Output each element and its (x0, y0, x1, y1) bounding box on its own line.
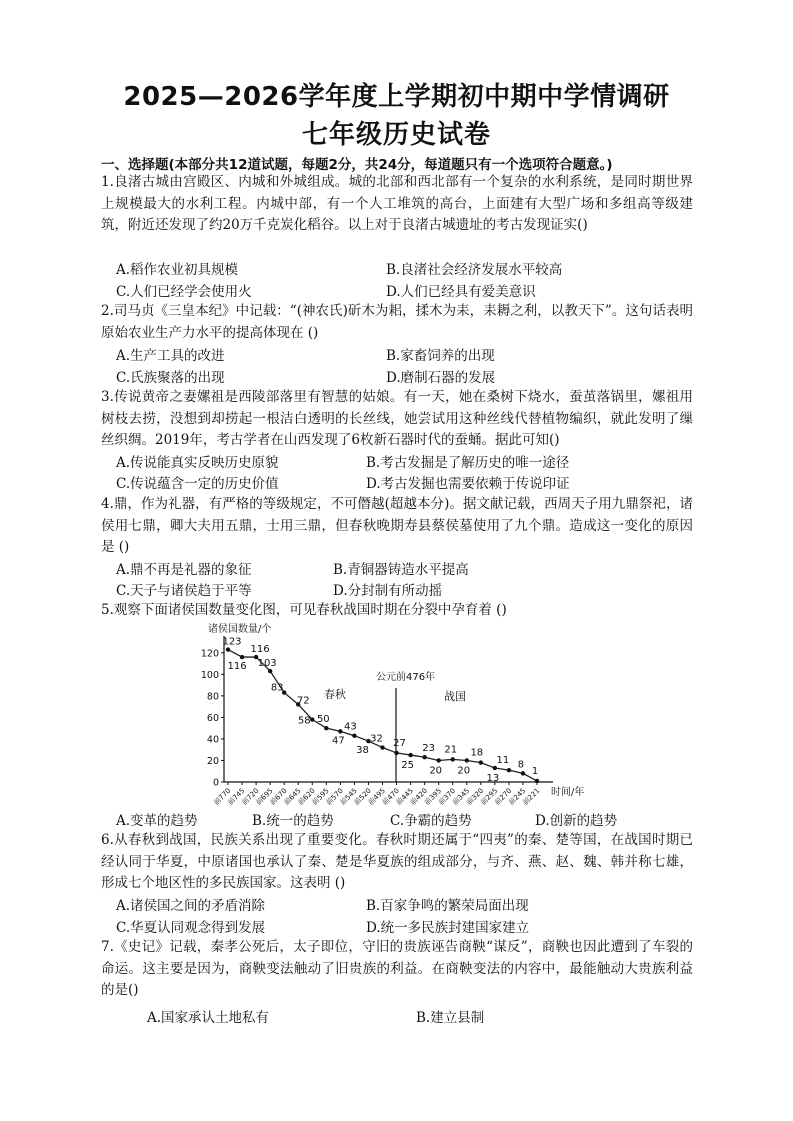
question-5-option-c[interactable]: C.争霸的趋势 (390, 813, 472, 829)
chart-y-tick-label: 100 (200, 669, 219, 681)
chart-x-tick-label: 前745 (226, 786, 247, 807)
chart-series-line (228, 650, 537, 781)
chart-y-tick-label: 40 (206, 734, 219, 746)
question-2-option-d[interactable]: D.磨制石器的发展 (386, 370, 496, 386)
chart-data-label: 123 (222, 636, 242, 648)
question-2-option-c[interactable]: C.氏族聚落的出现 (116, 370, 225, 386)
chart-data-label: 23 (422, 743, 436, 755)
chart-y-tick-label: 60 (206, 712, 219, 724)
chart-data-label: 43 (344, 721, 357, 733)
question-2-option-b[interactable]: B.家畜饲养的出现 (386, 348, 495, 364)
chart-data-point (479, 760, 483, 764)
chart-data-label: 47 (331, 735, 345, 747)
chart-data-point (310, 717, 314, 721)
chart-data-label: 103 (257, 658, 277, 670)
chart-data-point (521, 771, 525, 775)
chart-data-point (422, 755, 426, 759)
chart-data-label: 38 (356, 745, 369, 757)
question-7-option-b[interactable]: B.建立县制 (416, 1010, 485, 1026)
question-1-stem: 1.良渚古城由宫殿区、内城和外城组成。城的北部和西北部有一个复杂的水利系统，是同时期世界上规模最大的水利工程。内城中部，有一个人工堆筑的高台，上面建有大型广场和多组高等级建筑，附近还发现了约20万千克炭化稻谷。以上对于良渚古城遗址的考古发现证实() (101, 174, 693, 233)
chart-data-point (380, 745, 384, 749)
chart-x-tick-label: 前470 (380, 786, 401, 807)
question-4-stem: 4.鼎，作为礼器，有严格的等级规定，不可僭越(超越本分)。据文献记载，西周天子用九鼎祭祀，诸侯用七鼎，卿大夫用五鼎，士用三鼎，但春秋晚期寿县蔡侯墓使用了九个鼎。造成这一变化的原因是 () (101, 496, 693, 555)
question-3-option-d[interactable]: D.考古发掘也需要依赖于传说印证 (366, 476, 570, 492)
question-2-stem: 2.司马贞《三皇本纪》中记载：“(神农氏)斫木为耜，揉木为耒，耒耨之利，以教天下”。这句话表明原始农业生产力水平的提高体现在 () (101, 303, 693, 341)
chart-x-tick-label: 前695 (254, 786, 275, 807)
chart-data-label: 13 (486, 773, 500, 784)
chart-data-point (465, 758, 469, 762)
chart-data-point (493, 766, 497, 770)
chart-data-point (240, 655, 244, 659)
chart-data-point (408, 753, 412, 757)
chart-data-point (451, 757, 455, 761)
chart-x-tick-label: 前545 (338, 786, 359, 807)
chart-data-label: 8 (517, 759, 525, 771)
question-6-option-a[interactable]: A.诸侯国之间的矛盾消除 (116, 898, 266, 914)
chart-y-tick-label: 20 (206, 755, 219, 767)
chart-x-tick-label: 前495 (366, 786, 387, 807)
question-4-option-d[interactable]: D.分封制有所动摇 (333, 583, 443, 599)
question-3-stem: 3.传说黄帝之妻嫘祖是西陵部落里有智慧的姑娘。有一天，她在桑树下烧水，蚕茧落锅里，嫘祖用树枝去捞，没想到却捞起一根洁白透明的长丝线，她尝试用这种丝线代替植物编织，就此发明了缫丝织绸。2019年，考古学者在山西发现了6枚新石器时代的蚕蛹。据此可知() (101, 389, 693, 448)
chart-data-point (436, 758, 440, 762)
question-3-option-c[interactable]: C.传说蕴含一定的历史价值 (116, 476, 279, 492)
chart-x-tick-label: 前770 (212, 786, 233, 807)
chart-data-point (226, 647, 230, 651)
question-4-option-a[interactable]: A.鼎不再是礼器的象征 (116, 562, 252, 578)
chart-data-point (507, 768, 511, 772)
question-6-option-b[interactable]: B.百家争鸣的繁荣局面出现 (366, 898, 529, 914)
chart-x-tick-label: 前345 (451, 786, 472, 807)
chart-data-point (394, 751, 398, 755)
chart-data-label: 83 (270, 682, 284, 694)
chart-data-point (268, 669, 272, 673)
chart-x-tick-label: 前445 (394, 786, 416, 807)
question-6-option-d[interactable]: D.统一多民族封建国家建立 (366, 920, 530, 936)
chart-data-label: 1 (531, 765, 539, 777)
question-5-stem: 5.观察下面诸侯国数量变化图，可见春秋战国时期在分裂中孕育着 () (101, 602, 507, 618)
question-1-option-c[interactable]: C.人们已经学会使用火 (116, 284, 252, 300)
question-5-option-a[interactable]: A.变革的趋势 (116, 813, 198, 829)
chart-data-label: 25 (401, 760, 414, 772)
chart-data-point (535, 779, 539, 783)
chart-y-tick-label: 80 (206, 691, 219, 703)
chart-x-tick-label: 前595 (310, 786, 331, 807)
chart-x-tick-label: 前295 (479, 786, 500, 807)
chart-data-label: 116 (250, 644, 270, 656)
chart-data-point (352, 733, 356, 737)
chart-x-tick-label: 前570 (324, 786, 345, 807)
chart-x-tick-label: 前370 (437, 786, 458, 807)
chart-data-label: 11 (496, 755, 510, 767)
chart-divider-label: 公元前476年 (376, 672, 436, 683)
chart-data-label: 50 (316, 714, 330, 726)
exam-subtitle: 七年级历史试卷 (301, 120, 491, 150)
chart-data-label: 21 (444, 744, 458, 756)
chart-data-label: 27 (393, 737, 406, 749)
chart-ylabel: 诸侯国数量/个 (208, 624, 272, 635)
chart-x-tick-label: 前720 (240, 786, 261, 807)
vassal-states-chart (196, 618, 585, 808)
chart-data-label: 32 (370, 733, 383, 745)
question-6-option-c[interactable]: C.华夏认同观念得到发展 (116, 920, 266, 936)
chart-x-tick-label: 前245 (507, 786, 528, 807)
chart-x-tick-label: 前221 (521, 786, 542, 807)
chart-data-point (324, 726, 328, 730)
chart-x-tick-label: 前270 (493, 786, 514, 807)
question-1-option-b[interactable]: B.良渚社会经济发展水平较高 (386, 262, 563, 278)
chart-data-label: 18 (470, 747, 484, 759)
chart-x-tick-label: 前670 (268, 786, 289, 807)
chart-x-tick-label: 前620 (296, 786, 317, 807)
chart-y-tick-label: 0 (212, 777, 219, 789)
question-3-option-b[interactable]: B.考古发掘是了解历史的唯一途径 (366, 455, 570, 471)
chart-data-label: 72 (296, 695, 310, 707)
chart-region-label-zhanguo: 战国 (444, 690, 466, 703)
question-1-option-a[interactable]: A.稻作农业初具规模 (116, 262, 239, 278)
chart-x-tick-label: 前420 (408, 786, 430, 807)
chart-data-label: 20 (429, 765, 443, 777)
chart-y-tick-label: 120 (200, 648, 219, 660)
chart-x-tick-label: 前520 (352, 786, 373, 807)
section-heading: 一、选择题(本部分共12道试题，每题2分，共24分，每道题只有一个选项符合题意。) (101, 157, 613, 173)
question-5-option-d[interactable]: D.创新的趋势 (535, 813, 618, 829)
chart-x-tick-label: 前395 (423, 786, 444, 807)
question-7-option-a[interactable]: A.国家承认土地私有 (147, 1010, 270, 1026)
question-4-option-b[interactable]: B.青铜器铸造水平提高 (333, 562, 469, 578)
question-7-stem: 7.《史记》记载，秦孝公死后，太子即位，守旧的贵族诬告商鞅“谋反”，商鞅也因此遭到了车裂的命运。这主要是因为，商鞅变法触动了旧贵族的利益。在商鞅变法的内容中，最能触动大贵族利益的是() (101, 939, 693, 998)
question-1-option-d[interactable]: D.人们已经具有爱美意识 (386, 284, 536, 300)
chart-data-label: 58 (297, 715, 311, 727)
question-4-option-c[interactable]: C.天子与诸侯趋于平等 (116, 583, 252, 599)
chart-data-point (338, 729, 342, 733)
question-3-option-a[interactable]: A.传说能真实反映历史原貌 (116, 455, 279, 471)
chart-data-label: 20 (457, 765, 471, 777)
question-5-option-b[interactable]: B.统一的趋势 (252, 813, 334, 829)
chart-x-tick-label: 前320 (465, 786, 486, 807)
chart-data-label: 116 (227, 661, 247, 673)
question-6-stem: 6.从春秋到战国，民族关系出现了重要变化。春秋时期还属于“四夷”的秦、楚等国，在战国时期已经认同于华夏，中原诸国也承认了秦、楚是华夏族的组成部分，与齐、燕、赵、魏、韩并称七雄，形成七个地区性的多民族国家。这表明 () (101, 832, 693, 891)
chart-region-label-chunqiu: 春秋 (324, 688, 346, 701)
exam-title: 2025—2026学年度上学期初中期中学情调研 (123, 82, 670, 112)
question-2-option-a[interactable]: A.生产工具的改进 (116, 348, 225, 364)
chart-xlabel: 时间/年 (551, 787, 585, 798)
chart-x-tick-label: 前645 (282, 786, 303, 807)
